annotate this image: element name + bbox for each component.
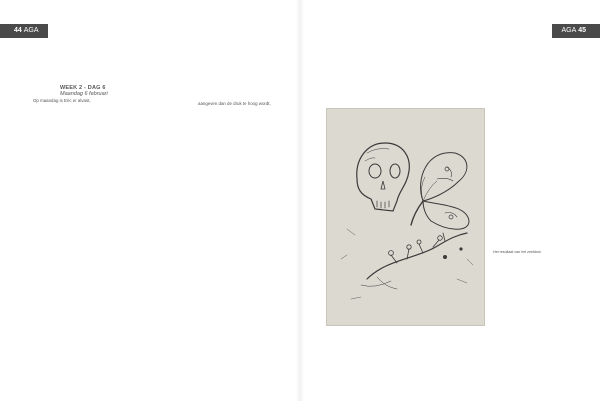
book-gutter-shadow <box>296 0 304 401</box>
right-page-header <box>552 24 600 38</box>
body-column-3: aangeven dan de druk te hoog wordt, <box>198 101 271 106</box>
article-week: WEEK 2 - DAG 6 <box>60 85 106 91</box>
left-page-section: AGA <box>23 27 39 34</box>
left-page-number: 44 <box>14 27 22 34</box>
figure-caption: Het resultaat van het zeefdruk <box>493 250 541 254</box>
etching-drawing <box>327 109 484 325</box>
right-page-number: 45 <box>578 27 586 34</box>
left-page-header <box>0 24 48 38</box>
article-heading <box>60 85 108 97</box>
body-column-1: Op maandag is Eric er alvast, <box>33 98 91 103</box>
etching-figure <box>326 108 485 326</box>
article-date: Maandag 6 februari <box>60 91 108 97</box>
right-page-section: AGA <box>561 27 577 34</box>
